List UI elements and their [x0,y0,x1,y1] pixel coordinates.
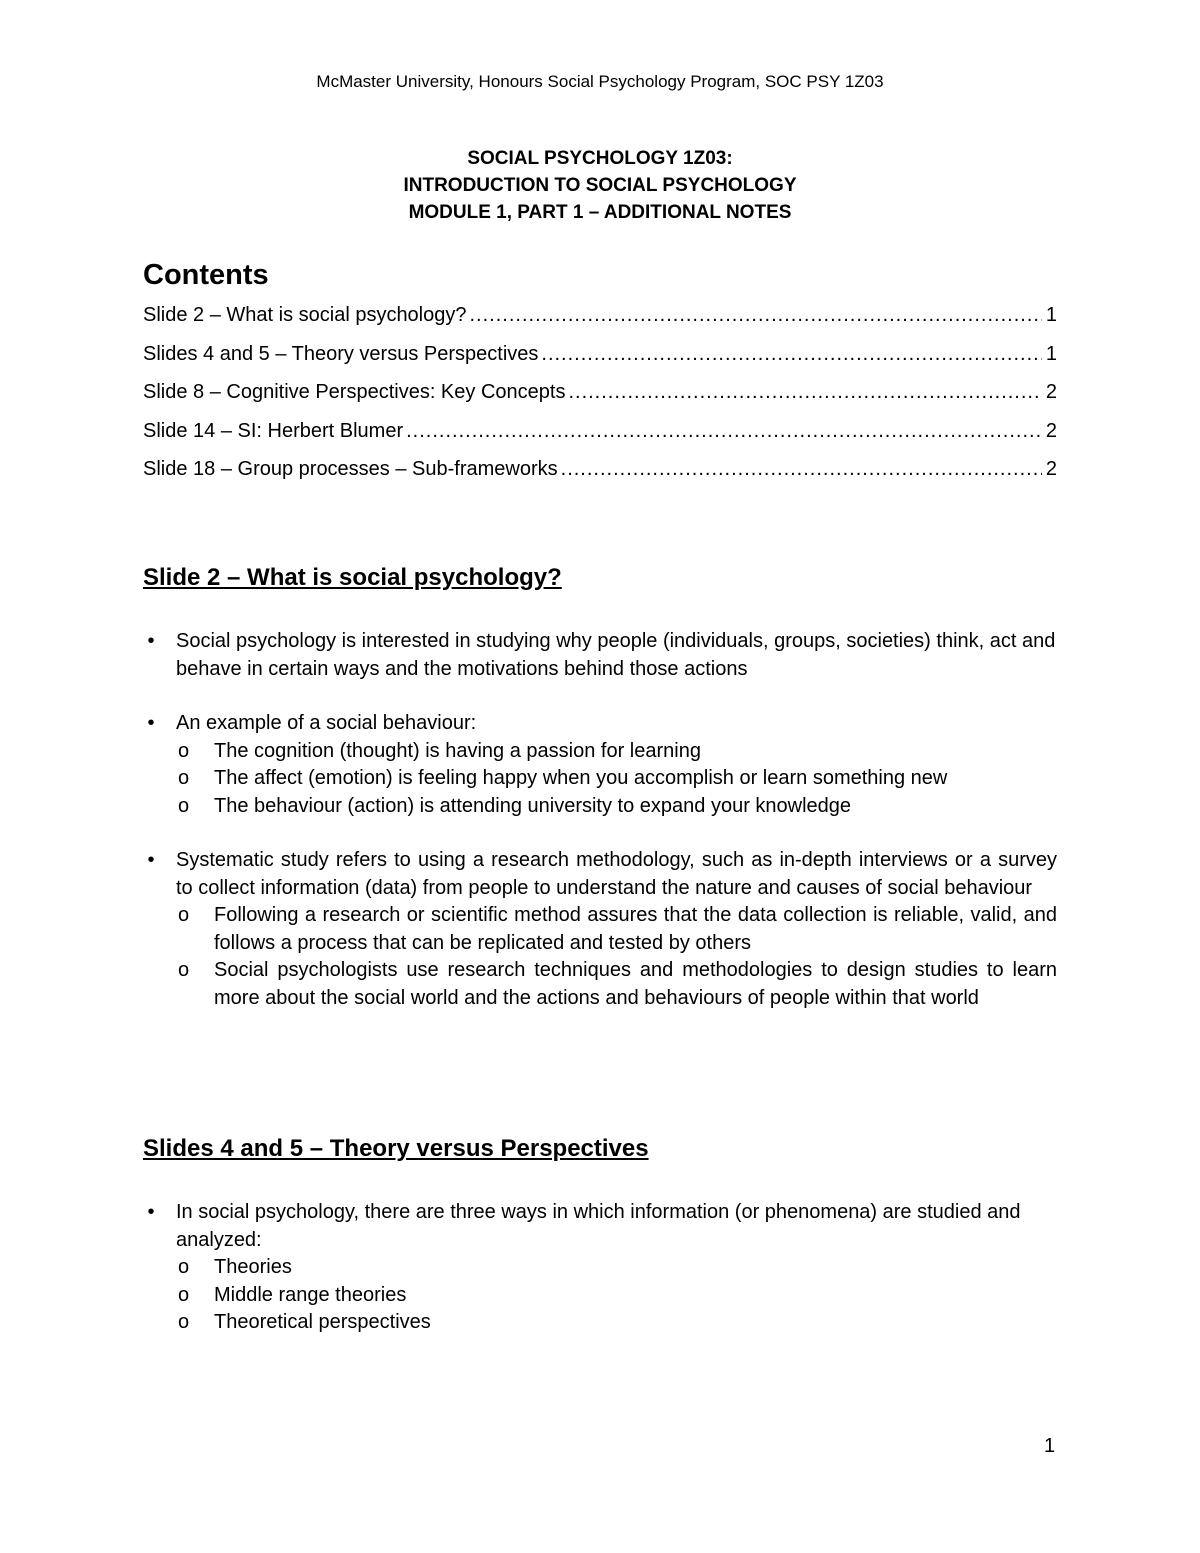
sub-item-text: Theories [214,1256,292,1278]
sub-list-item [143,1254,1057,1282]
sub-list-item [143,1282,1057,1310]
toc-entry-page: 2 [1045,419,1057,442]
document-title [0,145,1200,226]
toc-entry-page: 2 [1045,381,1057,403]
sub-item-text: The cognition (thought) is having a passion for learning [214,739,701,762]
toc-leader-dots [406,418,1042,444]
toc-entry-label: Slides 4 and 5 – Theory versus Perspectives [143,342,539,365]
toc-leader-dots [541,341,1041,367]
sub-list [176,1254,1057,1337]
toc-entry[interactable] [143,379,1057,405]
toc-entry[interactable] [143,341,1057,367]
bullet-marker: • [147,712,155,734]
toc-entry-label: Slide 18 – Group processes – Sub-frameworks [143,458,558,480]
toc-leader-dots [470,302,1042,328]
toc-entry-page: 1 [1045,342,1057,365]
toc-entry[interactable] [143,456,1057,482]
sub-list-item [143,902,1057,957]
bullet-marker: • [147,630,155,652]
title-line-3: MODULE 1, PART 1 – ADDITIONAL NOTES [408,202,792,223]
sub-bullet-marker: o [178,904,190,926]
sub-item-text: Social psychologists use research techniques and methodologies to design studies to learn more about the social world and the actions and behaviours of people within that world [214,959,1057,1009]
sub-list-item [143,738,1057,766]
toc-entry-label: Slide 8 – Cognitive Perspectives: Key Concepts [143,381,566,403]
toc-entry-page: 2 [1045,458,1057,480]
bullet-text: In social psychology, there are three ways in which information (or phenomena) are studied and analyzed: [176,1201,1021,1251]
bullet-marker: • [147,849,155,871]
list-item [143,1199,1057,1337]
bullet-text: An example of a social behaviour: [176,712,477,734]
toc-entry-label: Slide 14 – SI: Herbert Blumer [143,419,404,442]
toc-entry-label: Slide 2 – What is social psychology? [143,304,467,326]
bullet-text: Systematic study refers to using a research methodology, such as in-depth interviews or a survey to collect information (data) from people to understand the nature and causes of social behaviour [176,849,1057,899]
bullet-marker: • [147,1201,155,1223]
title-line-2: INTRODUCTION TO SOCIAL PSYCHOLOGY [403,175,797,196]
list-item [143,628,1057,683]
sub-list-item [143,793,1057,821]
sub-item-text: The affect (emotion) is feeling happy when you accomplish or learn something new [214,767,948,789]
sub-list [176,902,1057,1012]
section-2-bullets [143,1199,1057,1364]
toc-entry[interactable] [143,302,1057,328]
section-heading-what-is-social-psychology: Slide 2 – What is social psychology? [143,564,562,591]
sub-bullet-marker: o [178,959,190,981]
sub-bullet-marker: o [178,1256,190,1278]
sub-item-text: Middle range theories [214,1283,407,1306]
page-number: 1 [1044,1435,1056,1457]
toc-leader-dots [561,456,1042,482]
sub-item-text: Theoretical perspectives [214,1311,431,1333]
sub-bullet-marker: o [178,767,190,789]
sub-bullet-marker: o [178,739,190,762]
toc-entry[interactable] [143,418,1057,444]
sub-item-text: The behaviour (action) is attending university to expand your knowledge [214,794,852,817]
sub-bullet-marker: o [178,1283,190,1306]
sub-list-item [143,765,1057,793]
toc-leader-dots [568,379,1041,405]
table-of-contents [143,302,1057,495]
list-item [143,847,1057,1012]
bullet-text: Social psychology is interested in studying why people (individuals, groups, societies) think, act and behave in certain ways and the motivations behind those actions [176,630,1056,680]
sub-list [176,738,1057,821]
sub-bullet-marker: o [178,1311,190,1333]
sub-list-item [143,957,1057,1012]
contents-heading: Contents [143,259,269,291]
section-1-bullets [143,628,1057,1039]
title-line-1: SOCIAL PSYCHOLOGY 1Z03: [467,148,733,169]
toc-entry-page: 1 [1045,304,1057,326]
running-header: McMaster University, Honours Social Psychology Program, SOC PSY 1Z03 [316,72,884,91]
list-item [143,710,1057,820]
sub-list-item [143,1309,1057,1337]
sub-item-text: Following a research or scientific method assures that the data collection is reliable, valid, and follows a process that can be replicated and tested by others [214,904,1057,954]
section-heading-theory-versus-perspectives: Slides 4 and 5 – Theory versus Perspectives [143,1135,649,1162]
sub-bullet-marker: o [178,794,190,817]
